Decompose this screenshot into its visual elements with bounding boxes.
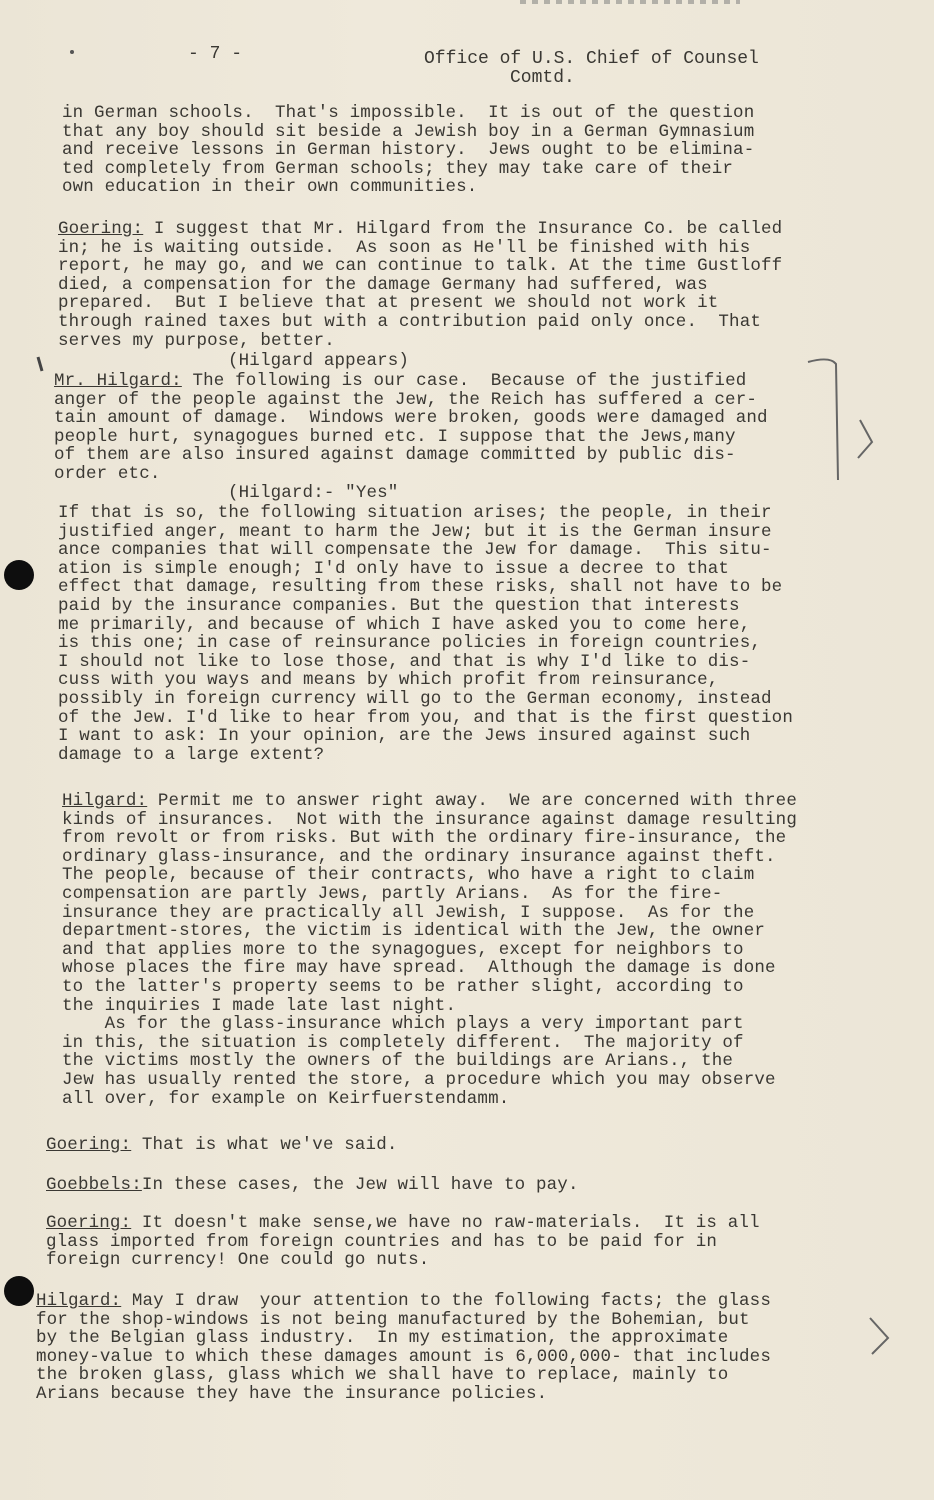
text-line: I want to ask: In your opinion, are the Jews insured against such [58,726,751,747]
text-line: kinds of insurances. Not with the insurance against damage resulting [62,809,797,830]
text-line: died, a compensation for the damage Germany had suffered, was [58,274,708,295]
text-line: and receive lessons in German history. Jews ought to be elimina- [62,140,755,161]
text-line: I suggest that Mr. Hilgard from the Insurance Co. be called [143,219,783,239]
speaker-label: Goebbels: [46,1175,142,1195]
text-line: possibly in foreign currency will go to the German economy, instead [58,688,772,709]
paragraph-goebbels [46,1176,579,1195]
office-line-1: Office of U.S. Chief of Counsel [424,49,759,69]
text-line: May I draw your attention to the following facts; the glass [121,1291,771,1311]
text-line: As for the glass-insurance which plays a very important part [62,1014,744,1035]
text-line: insurance they are practically all Jewish, I suppose. As for the [62,902,755,923]
punch-hole-upper [4,560,34,590]
text-line: It doesn't make sense,we have no raw-materials. It is all [131,1213,760,1233]
paragraph-hilgard-2 [62,792,797,1108]
speaker-label: Hilgard: [62,791,148,811]
text-line: foreign currency! One could go nuts. [46,1250,430,1271]
speaker-label: Hilgard: [36,1291,122,1311]
text-line: and that applies more to the synagogues, except for neighbors to [62,939,744,960]
paragraph-hilgard-3 [36,1292,771,1404]
text-line: cuss with you ways and means by which profit from reinsurance, [58,670,719,691]
text-line: in; he is waiting outside. As soon as He'll be finished with his [58,237,751,258]
text-line: report, he may go, and we can continue to talk. At the time Gustloff [58,256,783,277]
stage-direction: (Hilgard appears) [228,351,410,371]
speaker-label: Goering: [46,1213,132,1233]
text-line: money-value to which these damages amount is 6,000,000- that includes [36,1346,771,1367]
margin-arrow-mark [860,1310,920,1370]
text-line: people hurt, synagogues burned etc. I suppose that the Jews,many [54,426,736,447]
text-line: compensation are partly Jews, partly Arians. As for the fire- [62,883,723,904]
text-line: own education in their own communities. [62,177,478,198]
text-line: by the Belgian glass industry. In my estimation, the approximate [36,1328,729,1349]
text-line: me primarily, and because of which I have asked you to come here, [58,614,751,635]
text-line: The people, because of their contracts, who have a right to claim [62,865,755,886]
punch-hole-lower [4,1276,34,1306]
text-line: of them are also insured against damage committed by public dis- [54,445,736,466]
speaker-label: Goering: [58,219,144,239]
text-line: ation is simple enough; I'd only have to issue a decree to that [58,558,730,579]
top-edge-marks [520,0,740,4]
text-line: paid by the insurance companies. But the question that interests [58,595,740,616]
text-line: anger of the people against the Jew, the Reich has suffered a cer- [54,389,758,410]
text-line: effect that damage, resulting from these risks, shall not have to be [58,577,783,598]
text-line: Jew has usually rented the store, a procedure which you may observe [62,1069,776,1090]
office-line-2: Comtd. [510,68,575,88]
text-line: in German schools. That's impossible. It is out of the question [62,103,755,123]
text-line: I should not like to lose those, and that is why I'd like to dis- [58,651,751,672]
text-line: for the shop-windows is not being manufactured by the Bohemian, but [36,1309,750,1330]
text-line: ted completely from German schools; they may take care of their [62,158,734,179]
text-line: That is what we've said. [131,1135,398,1155]
text-line: from revolt or from risks. But with the ordinary fire-insurance, the [62,828,787,849]
paragraph-goering-3 [46,1136,398,1155]
text-line: Arians because they have the insurance policies. [36,1383,548,1404]
text-line: glass imported from foreign countries and has to be paid for in [46,1231,718,1252]
speaker-label: Goering: [46,1135,132,1155]
paragraph-hilgard-1 [54,372,768,484]
paragraph-continuation [62,104,754,197]
text-line: ordinary glass-insurance, and the ordinary insurance against theft. [62,846,776,867]
margin-tick-mark [30,355,50,375]
text-line: tain amount of damage. Windows were broken, goods were damaged and [54,408,768,429]
text-line: that any boy should sit beside a Jewish boy in a German Gymnasium [62,121,755,142]
text-line: through rained taxes but with a contribution paid only once. That [58,311,762,332]
text-line: Permit me to answer right away. We are concerned with three [147,791,797,811]
text-line: all over, for example on Keirfuerstendamm. [62,1088,510,1109]
text-line: serves my purpose, better. [58,330,335,351]
text-line: If that is so, the following situation arises; the people, in their [58,503,772,523]
margin-bracket-mark [800,350,900,490]
text-line: of the Jew. I'd like to hear from you, and that is the first question [58,707,793,728]
text-line: ance companies that will compensate the Jew for damage. This situ- [58,540,772,561]
text-line: justified anger, meant to harm the Jew; but it is the German insure [58,521,772,542]
text-line: The following is our case. Because of the justified [181,371,747,391]
text-line: order etc. [54,463,161,484]
page-number: - 7 - [188,44,243,64]
speaker-label: Mr. Hilgard: [54,371,182,391]
text-line: department-stores, the victim is identical with the Jew, the owner [62,921,766,942]
text-line: In these cases, the Jew will have to pay. [141,1175,579,1195]
text-line: the inquiries I made late last night. [62,995,457,1016]
ink-dot [70,50,74,54]
text-line: the broken glass, glass which we shall have to replace, mainly to [36,1365,729,1386]
text-line: the victims mostly the owners of the buildings are Arians., the [62,1051,734,1072]
paragraph-goering-4 [46,1214,760,1270]
office-header [424,50,759,88]
paragraph-goering-2 [58,504,793,764]
text-line: to the latter's property seems to be rather slight, according to [62,976,744,997]
text-line: in this, the situation is completely different. The majority of [62,1032,744,1053]
text-line: damage to a large extent? [58,744,325,765]
text-line: prepared. But I believe that at present we should not work it [58,293,719,314]
stage-direction: (Hilgard:- "Yes" [228,483,399,503]
text-line: is this one; in case of reinsurance policies in foreign countries, [58,633,762,654]
text-line: whose places the fire may have spread. Although the damage is done [62,958,776,979]
paragraph-goering-1 [58,220,782,350]
